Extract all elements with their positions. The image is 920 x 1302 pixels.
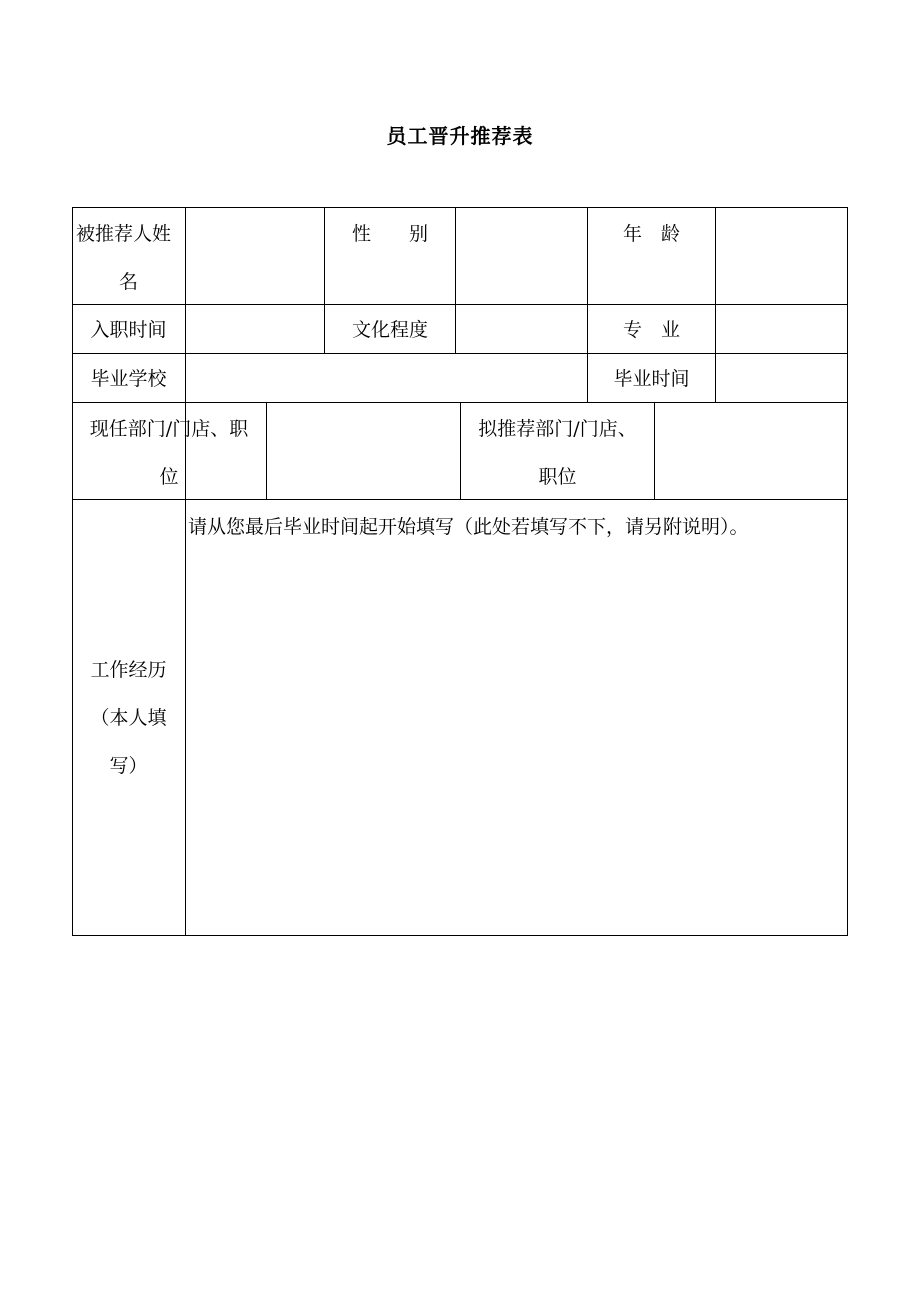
current-position-label [72, 405, 266, 501]
school-field[interactable] [186, 354, 587, 402]
education-label: 文化程度 [351, 319, 428, 341]
work-history-label-line3: 写） [109, 755, 148, 777]
work-history-label-line1: 工作经历 [90, 659, 167, 681]
gender-field[interactable] [456, 208, 587, 304]
name-label-cont [72, 258, 185, 306]
work-history-label-line2: （本人填 [90, 707, 167, 729]
gender-label: 性 别 [351, 223, 428, 245]
form-title: 员工晋升推荐表 [386, 124, 534, 148]
age-field[interactable] [716, 208, 847, 304]
work-history-instruction: 请从您最后毕业时间起开始填写（此处若填写不下，请另附说明）。 [188, 516, 749, 538]
current-position-label-line2: 位 [159, 466, 179, 488]
grad-date-label: 毕业时间 [613, 368, 690, 390]
work-history-label [72, 646, 185, 790]
proposed-position-label-line2: 职位 [538, 466, 577, 488]
current-position-label-line1: 现任部门/门店、职 [89, 418, 249, 440]
name-label [76, 210, 171, 258]
work-history-field[interactable] [186, 500, 847, 935]
major-label: 专 业 [622, 319, 680, 341]
name-label-line1: 被推荐人姓 [76, 223, 172, 245]
proposed-position-label [461, 405, 654, 501]
proposed-position-field[interactable] [655, 403, 847, 499]
hire-date-label: 入职时间 [90, 319, 167, 341]
major-field[interactable] [716, 305, 847, 353]
name-label-line2: 名 [118, 271, 138, 293]
name-field[interactable] [186, 208, 324, 304]
current-position-field[interactable] [267, 403, 460, 499]
education-field[interactable] [456, 305, 587, 353]
hire-date-field[interactable] [186, 305, 324, 353]
school-label: 毕业学校 [90, 368, 167, 390]
grad-date-field[interactable] [716, 354, 847, 402]
proposed-position-label-line1: 拟推荐部门/门店、 [478, 418, 637, 440]
age-label: 年 龄 [622, 223, 680, 245]
